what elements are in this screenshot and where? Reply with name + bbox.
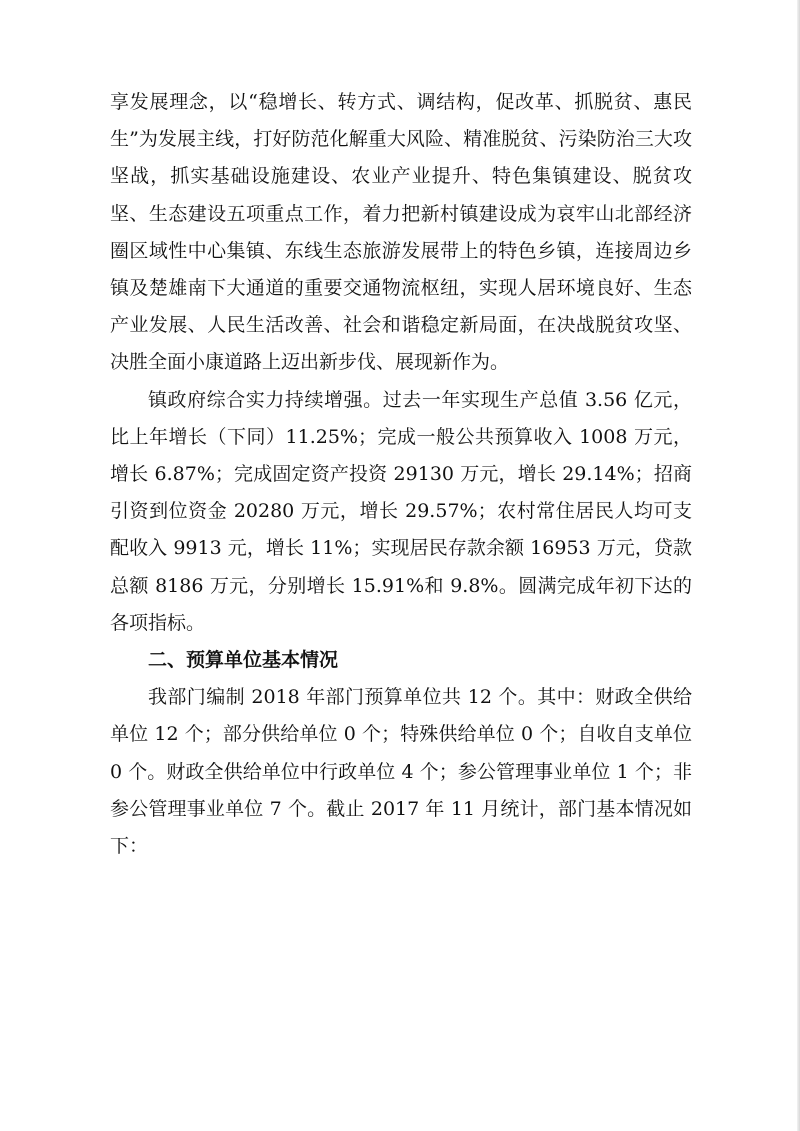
section-heading-budget-units: 二、预算单位基本情况 <box>148 649 339 672</box>
document-body <box>110 84 699 865</box>
paragraph-budget-units: 我部门编制 2018 年部门预算单位共 12 个。其中：财政全供给单位 12 个；部分供给单位 0 个；特殊供给单位 0 个；自收自支单位 0 个。财政全供给单位中行政单位 4 个；参公管理事业单位 1 个；非参公管理事业单位 7 个。截止 2017 年 11 月统计，部门基本情况如下： <box>110 686 699 858</box>
paragraph-development-goals: 享发展理念，以“稳增长、转方式、调结构，促改革、抓脱贫、惠民生”为发展主线，打好防范化解重大风险、精准脱贫、污染防治三大攻坚战，抓实基础设施建设、农业产业提升、特色集镇建设、脱贫攻坚、生态建设五项重点工作，着力把新村镇建设成为哀牢山北部经济圈区域性中心集镇、东线生态旅游发展带上的特色乡镇，连接周边乡镇及楚雄南下大通道的重要交通物流枢纽，实现人居环境良好、生态产业发展、人民生活改善、社会和谐稳定新局面，在决战脱贫攻坚、决胜全面小康道路上迈出新步伐、展现新作为。 <box>110 91 692 374</box>
paragraph-economic-indicators: 镇政府综合实力持续增强。过去一年实现生产总值 3.56 亿元，比上年增长（下同）11.25%；完成一般公共预算收入 1008 万元，增长 6.87%；完成固定资产投资 29130 万元，增长 29.14%；招商引资到位资金 20280 万元，增长 29.57%；农村常住居民人均可支配收入 9913 元，增长 11%；实现居民存款余额 16953 万元，贷款总额 8186 万元，分别增长 15.91%和 9.8%。圆满完成年初下达的各项指标。 <box>110 388 692 634</box>
